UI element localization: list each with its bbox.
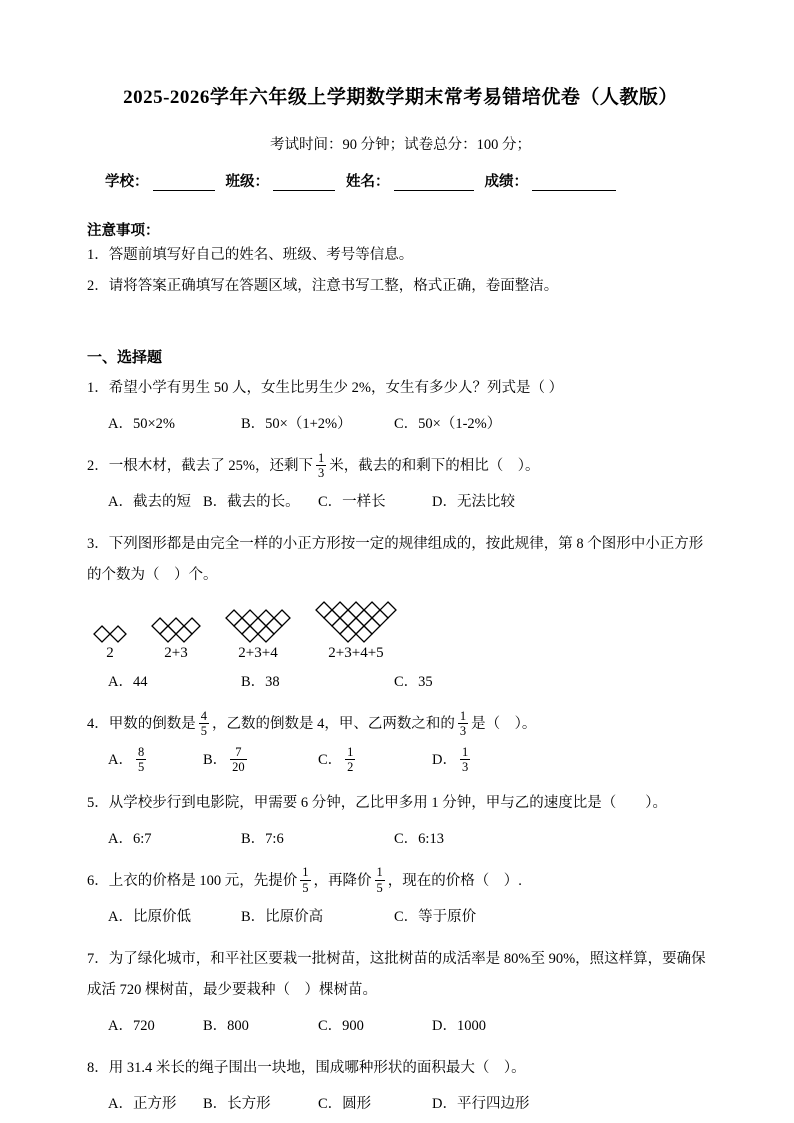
question-2-stem — [87, 451, 714, 482]
question-5-option-a — [108, 824, 241, 854]
question-2-option-c — [318, 487, 432, 517]
question-4-option-c — [318, 745, 432, 776]
school-blank — [153, 175, 215, 191]
question-1-option-b-text: B．50×（1+2%） — [241, 416, 352, 432]
question-6-stem-text: ，再降价 — [313, 872, 372, 889]
question-1-options — [87, 409, 714, 439]
fraction-numerator: 1 — [376, 865, 383, 880]
fraction-denominator: 3 — [459, 724, 467, 739]
question-8-option-c — [318, 1089, 432, 1119]
diamond-pattern — [151, 617, 201, 643]
question-2 — [87, 451, 714, 517]
question-5-option-c-text: C．6:13 — [394, 830, 444, 847]
question-8-stem-text: 8．用 31.4 米长的绳子围出一块地，围成哪种形状的面积最大（ ）。 — [87, 1059, 526, 1076]
diamond-pattern — [93, 625, 127, 643]
question-7-option-a — [108, 1011, 203, 1041]
question-2-option-a-text: A．截去的短 — [108, 494, 191, 510]
question-5-option-b-text: B．7:6 — [241, 830, 284, 847]
question-3 — [87, 529, 714, 697]
question-5-option-a-text: A．6:7 — [108, 830, 152, 847]
question-3-figure-label: 2+3+4 — [238, 645, 278, 661]
question-3-figure-label: 2 — [106, 645, 114, 661]
question-3-option-b — [241, 667, 394, 697]
question-8-option-d — [432, 1089, 714, 1119]
question-8-option-b-text: B．长方形 — [203, 1095, 271, 1112]
question-3-figure-item — [151, 617, 201, 662]
question-1 — [87, 373, 714, 439]
diamond-shape — [94, 626, 110, 642]
question-8-stem — [87, 1053, 714, 1084]
question-4-options — [87, 745, 714, 776]
question-7-stem — [87, 944, 714, 1006]
question-6 — [87, 866, 714, 932]
question-3-figure-label: 2+3 — [164, 645, 188, 661]
class-blank — [273, 175, 335, 191]
question-4-option-a-fraction — [136, 745, 146, 775]
fraction-numerator: 1 — [461, 744, 469, 759]
question-5-stem — [87, 788, 714, 819]
fraction-denominator: 3 — [461, 760, 469, 775]
question-5-option-c — [394, 824, 714, 854]
question-8-option-b — [203, 1089, 318, 1119]
question-2-stem-fraction — [316, 451, 326, 481]
question-8 — [87, 1053, 714, 1119]
school-field — [105, 170, 215, 191]
question-4-stem-fraction — [199, 709, 209, 739]
question-list — [87, 373, 714, 1119]
question-2-option-b-text: B．截去的长。 — [203, 494, 300, 510]
question-4-stem-text: 4．甲数的倒数是 — [87, 716, 196, 732]
question-4-stem-fraction — [458, 709, 468, 739]
question-3-option-a-text: A．44 — [108, 674, 148, 690]
question-3-figure-label: 2+3+4+5 — [328, 645, 384, 661]
question-8-option-a — [108, 1089, 203, 1119]
question-4-stem — [87, 709, 714, 740]
diamond-pattern — [225, 609, 291, 643]
fraction-numerator: 7 — [235, 744, 242, 759]
question-5-option-b — [241, 824, 394, 854]
notice — [87, 219, 714, 302]
question-3-figure-item — [225, 609, 291, 662]
question-5-options — [87, 824, 714, 854]
question-6-option-b — [241, 902, 394, 932]
question-3-option-c-text: C．35 — [394, 674, 433, 690]
question-7 — [87, 944, 714, 1041]
notice-heading: 注意事项： — [87, 223, 160, 239]
fraction-numerator: 4 — [200, 708, 207, 723]
question-6-option-c — [394, 902, 714, 932]
question-2-option-c-text: C．一样长 — [318, 494, 386, 510]
question-7-option-b — [203, 1011, 318, 1041]
fraction-denominator: 5 — [200, 724, 207, 739]
header-fields — [87, 170, 714, 191]
question-8-option-c-text: C．圆形 — [318, 1095, 372, 1112]
question-6-options — [87, 902, 714, 932]
question-8-option-d-text: D．平行四边形 — [432, 1095, 530, 1112]
fraction-denominator: 20 — [232, 760, 245, 775]
question-4-option-b-fraction — [230, 745, 247, 775]
fraction-denominator: 3 — [317, 466, 325, 481]
score-label: 成绩： — [484, 174, 528, 190]
question-3-option-b-text: B．38 — [241, 674, 280, 690]
question-1-option-c — [394, 409, 714, 439]
question-3-option-a — [108, 667, 241, 697]
section-heading: 一、选择题 — [87, 350, 163, 366]
notice-items — [87, 240, 714, 302]
question-7-option-b-text: B．800 — [203, 1017, 249, 1034]
question-7-option-c-text: C．900 — [318, 1017, 364, 1034]
question-1-option-a-text: A．50×2% — [108, 416, 175, 432]
question-4-option-d-fraction — [460, 745, 470, 775]
question-4-option-c-text: C． — [318, 752, 343, 768]
question-1-stem — [87, 373, 714, 404]
notice-item: 2．请将答案正确填写在答题区域，注意书写工整，格式正确，卷面整洁。 — [87, 278, 559, 294]
question-3-option-c — [394, 667, 714, 697]
question-6-stem — [87, 866, 714, 897]
student-name-label: 姓名： — [346, 174, 390, 190]
question-8-options — [87, 1089, 714, 1119]
question-5-stem-text: 5．从学校步行到电影院，甲需要 6 分钟，乙比甲多用 1 分钟，甲与乙的速度比是（ ）。 — [87, 794, 667, 811]
question-1-option-c-text: C．50×（1-2%） — [394, 416, 502, 432]
question-4-option-a-text: A． — [108, 752, 133, 768]
exam-info: 考试时间：90 分钟；试卷总分：100 分； — [270, 137, 531, 153]
question-8-option-a-text: A．正方形 — [108, 1095, 177, 1112]
question-7-option-c — [318, 1011, 432, 1041]
question-6-stem-text: ，现在的价格（ ）. — [387, 872, 522, 889]
question-2-option-d — [432, 487, 714, 517]
fraction-denominator: 5 — [137, 760, 145, 775]
question-6-option-c-text: C．等于原价 — [394, 908, 477, 925]
question-4-stem-text: 是（ ）。 — [471, 716, 537, 732]
diamond-pattern — [315, 601, 397, 643]
question-4-stem-text: ，乙数的倒数是 4，甲、乙两数之和的 — [212, 716, 455, 732]
question-6-option-b-text: B．比原价高 — [241, 908, 324, 925]
question-4 — [87, 709, 714, 776]
question-6-option-a — [108, 902, 241, 932]
question-2-option-a — [108, 487, 203, 517]
school-label: 学校： — [105, 174, 149, 190]
question-6-option-a-text: A．比原价低 — [108, 908, 191, 925]
question-7-stem-text: 7．为了绿化城市，和平社区要栽一批树苗，这批树苗的成活率是 80%至 90%，照这样算，要确保成活 720 棵树苗，最少要栽种（ ）棵树苗。 — [87, 950, 706, 998]
fraction-numerator: 1 — [302, 865, 309, 880]
class-field — [226, 170, 336, 191]
question-7-option-a-text: A．720 — [108, 1017, 155, 1034]
student-name-blank — [394, 175, 474, 191]
fraction-denominator: 5 — [376, 880, 383, 895]
question-3-figure — [93, 601, 714, 662]
diamond-shape — [110, 626, 126, 642]
question-3-stem — [87, 529, 714, 591]
fraction-numerator: 1 — [317, 450, 325, 465]
question-5 — [87, 788, 714, 854]
question-6-stem-fraction — [375, 865, 385, 895]
fraction-denominator: 5 — [302, 880, 309, 895]
notice-item: 1．答题前填写好自己的姓名、班级、考号等信息。 — [87, 247, 414, 263]
fraction-numerator: 1 — [459, 708, 467, 723]
question-3-stem-text: 3．下列图形都是由完全一样的小正方形按一定的规律组成的，按此规律，第 8 个图形中小正方形的个数为（ ）个。 — [87, 536, 704, 583]
fraction-numerator: 8 — [137, 744, 145, 759]
fraction-numerator: 1 — [347, 744, 354, 759]
question-4-option-d — [432, 745, 714, 776]
question-3-figure-item — [315, 601, 397, 662]
question-6-stem-fraction — [300, 865, 310, 895]
question-4-option-b — [203, 745, 318, 776]
student-name-field — [346, 170, 474, 191]
question-1-option-b — [241, 409, 394, 439]
question-4-option-b-text: B． — [203, 752, 228, 768]
fraction-denominator: 2 — [347, 760, 354, 775]
question-2-option-d-text: D．无法比较 — [432, 494, 515, 510]
question-6-stem-text: 6．上衣的价格是 100 元，先提价 — [87, 872, 298, 889]
question-7-option-d-text: D．1000 — [432, 1017, 486, 1034]
question-2-option-b — [203, 487, 318, 517]
question-3-figure-item — [93, 625, 127, 662]
class-label: 班级： — [225, 174, 269, 190]
question-2-options — [87, 487, 714, 517]
question-2-stem-text: 2．一根木材，截去了 25%，还剩下 — [87, 458, 313, 474]
score-field — [485, 170, 617, 191]
question-1-stem-text: 1．希望小学有男生 50 人，女生比男生少 2%，女生有多少人？列式是（ ） — [87, 380, 564, 396]
question-1-option-a — [108, 409, 241, 439]
page-title: 2025-2026学年六年级上学期数学期末常考易错培优卷（人教版） — [123, 87, 678, 108]
question-7-options — [87, 1011, 714, 1041]
question-2-stem-text: 米，截去的和剩下的相比（ ）。 — [329, 458, 540, 474]
question-3-options — [87, 667, 714, 697]
score-blank — [532, 175, 616, 191]
question-4-option-c-fraction — [345, 745, 355, 775]
question-4-option-d-text: D． — [432, 752, 457, 768]
question-4-option-a — [108, 745, 203, 776]
question-7-option-d — [432, 1011, 714, 1041]
